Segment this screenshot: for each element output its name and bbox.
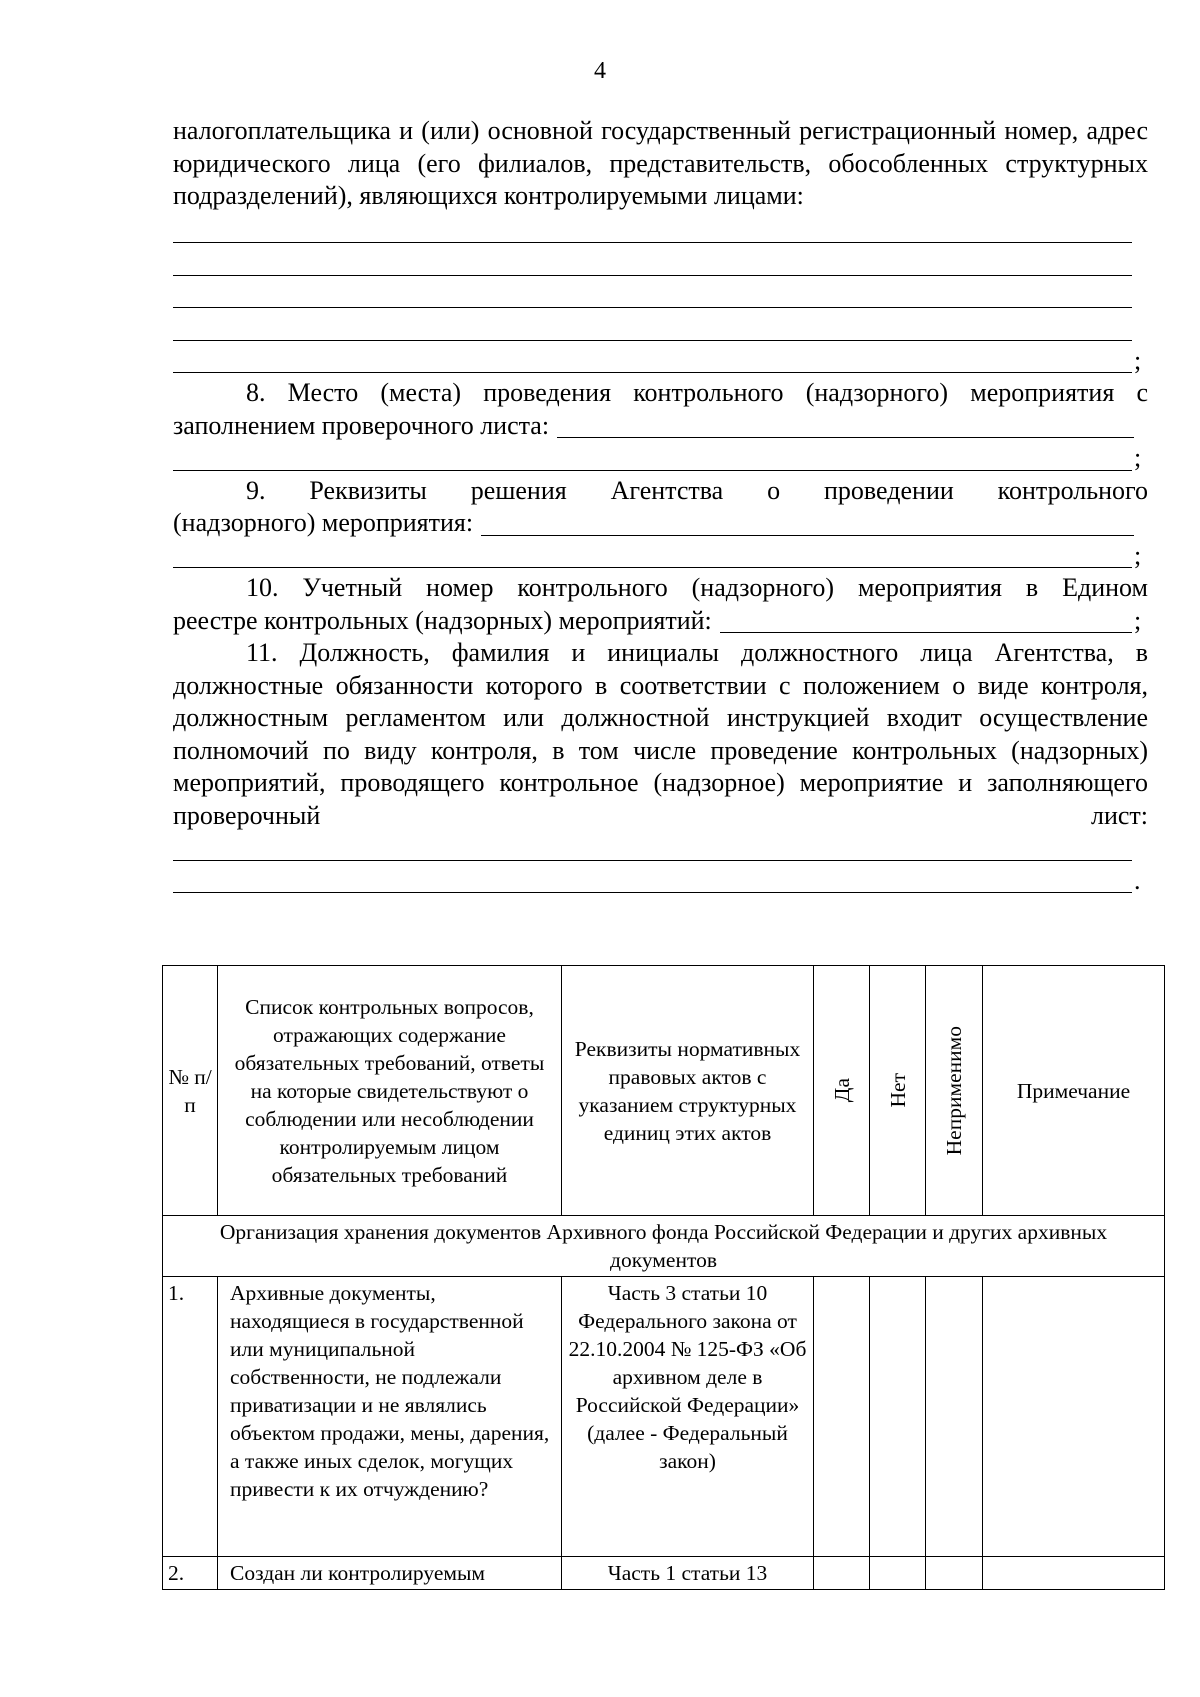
table-header-row bbox=[163, 966, 1165, 1216]
fill-line[interactable] bbox=[173, 865, 1148, 898]
item-9-field[interactable] bbox=[173, 507, 1148, 540]
fill-line[interactable] bbox=[173, 312, 1148, 345]
item-10-field[interactable] bbox=[173, 605, 1148, 638]
fill-line[interactable] bbox=[173, 215, 1148, 248]
item-9-label: (надзорного) мероприятия: bbox=[173, 508, 474, 537]
checklist-table bbox=[162, 965, 1165, 1590]
semicolon: ; bbox=[1134, 443, 1142, 472]
header-note: Примечание bbox=[983, 966, 1165, 1216]
header-na-cell bbox=[926, 966, 983, 1216]
fill-rule bbox=[720, 607, 1132, 633]
header-na: Неприменимо bbox=[942, 1025, 966, 1156]
header-questions: Список контрольных вопросов, отражающих содержание обязательных требований, ответы на которые свидетельствуют о соблюдении или несоблюдении контролируемым лицом обязательных требований bbox=[218, 966, 562, 1216]
fill-rule bbox=[173, 217, 1132, 243]
fill-line[interactable] bbox=[173, 247, 1148, 280]
note-cell[interactable] bbox=[983, 1557, 1165, 1590]
fill-line[interactable] bbox=[173, 832, 1148, 865]
document-body bbox=[173, 115, 1148, 897]
fill-line[interactable] bbox=[173, 280, 1148, 313]
row-num: 1. bbox=[163, 1277, 218, 1557]
fill-rule bbox=[173, 250, 1132, 276]
fill-rule bbox=[173, 867, 1132, 893]
header-references: Реквизиты нормативных правовых актов с указанием структурных единиц этих актов bbox=[562, 966, 814, 1216]
fill-rule bbox=[173, 282, 1132, 308]
answer-yes-cell[interactable] bbox=[814, 1277, 870, 1557]
answer-yes-cell[interactable] bbox=[814, 1557, 870, 1590]
item-11-text: 11. Должность, фамилия и инициалы должностного лица Агентства, в должностные обязанности которого в соответствии с положением о виде контроля, должностным регламентом или должностной инструкцией входит осуществление полномочий по виду контроля, в том числе проведение контрольных (надзорных) мероприятий, проводящего контрольное (надзорное) мероприятие и заполняющего проверочный лист: bbox=[173, 638, 1148, 830]
page-number: 4 bbox=[594, 58, 606, 84]
fill-rule bbox=[173, 315, 1132, 341]
item-10-text: 10. Учетный номер контрольного (надзорного) мероприятия в Едином bbox=[246, 573, 1148, 602]
section-row bbox=[163, 1216, 1165, 1277]
period: . bbox=[1134, 865, 1141, 895]
answer-na-cell[interactable] bbox=[926, 1557, 983, 1590]
note-cell[interactable] bbox=[983, 1277, 1165, 1557]
answer-no-cell[interactable] bbox=[870, 1557, 926, 1590]
fill-line[interactable] bbox=[173, 540, 1148, 573]
intro-paragraph: налогоплательщика и (или) основной государственный регистрационный номер, адрес юридического лица (его филиалов, представительств, обособленных структурных подразделений), являющихся контролируемыми лицами: bbox=[173, 116, 1148, 210]
row-question: Архивные документы, находящиеся в государственной или муниципальной собственности, не подлежали приватизации и не являлись объектом продажи, мены, дарения, а также иных сделок, могущих привести к их отчуждению? bbox=[218, 1277, 562, 1557]
fill-rule bbox=[173, 542, 1132, 568]
fill-rule bbox=[557, 412, 1134, 438]
header-yes: Да bbox=[829, 1078, 854, 1103]
row-num: 2. bbox=[163, 1557, 218, 1590]
semicolon: ; bbox=[1134, 605, 1142, 635]
answer-na-cell[interactable] bbox=[926, 1277, 983, 1557]
semicolon: ; bbox=[1134, 540, 1142, 570]
fill-rule bbox=[173, 347, 1132, 373]
row-reference: Часть 1 статьи 13 bbox=[562, 1557, 814, 1590]
item-8-text: 8. Место (места) проведения контрольного (надзорного) мероприятия с bbox=[246, 378, 1148, 407]
fill-line[interactable] bbox=[173, 345, 1148, 378]
header-no: Нет bbox=[885, 1073, 910, 1108]
header-no-cell bbox=[870, 966, 926, 1216]
answer-no-cell[interactable] bbox=[870, 1277, 926, 1557]
table-row bbox=[163, 1277, 1165, 1557]
row-reference: Часть 3 статьи 10 Федерального закона от 22.10.2004 № 125-ФЗ «Об архивном деле в Российской Федерации» (далее - Федеральный закон) bbox=[562, 1277, 814, 1557]
item-8-label: заполнением проверочного листа: bbox=[173, 410, 550, 440]
fill-rule bbox=[481, 510, 1134, 536]
semicolon: ; bbox=[1134, 345, 1142, 375]
section-title: Организация хранения документов Архивного фонда Российской Федерации и других архивных документов bbox=[163, 1216, 1165, 1277]
table-row bbox=[163, 1557, 1165, 1590]
fill-rule bbox=[173, 445, 1132, 471]
row-question: Создан ли контролируемым bbox=[218, 1557, 562, 1590]
header-yes-cell bbox=[814, 966, 870, 1216]
fill-rule bbox=[173, 835, 1132, 861]
item-9-text: 9. Реквизиты решения Агентства о проведении контрольного bbox=[246, 475, 1148, 505]
header-num: № п/п bbox=[163, 966, 218, 1216]
item-10-label: реестре контрольных (надзорных) мероприятий: bbox=[173, 605, 712, 635]
item-8-field[interactable] bbox=[173, 410, 1148, 443]
fill-line[interactable] bbox=[173, 442, 1148, 475]
